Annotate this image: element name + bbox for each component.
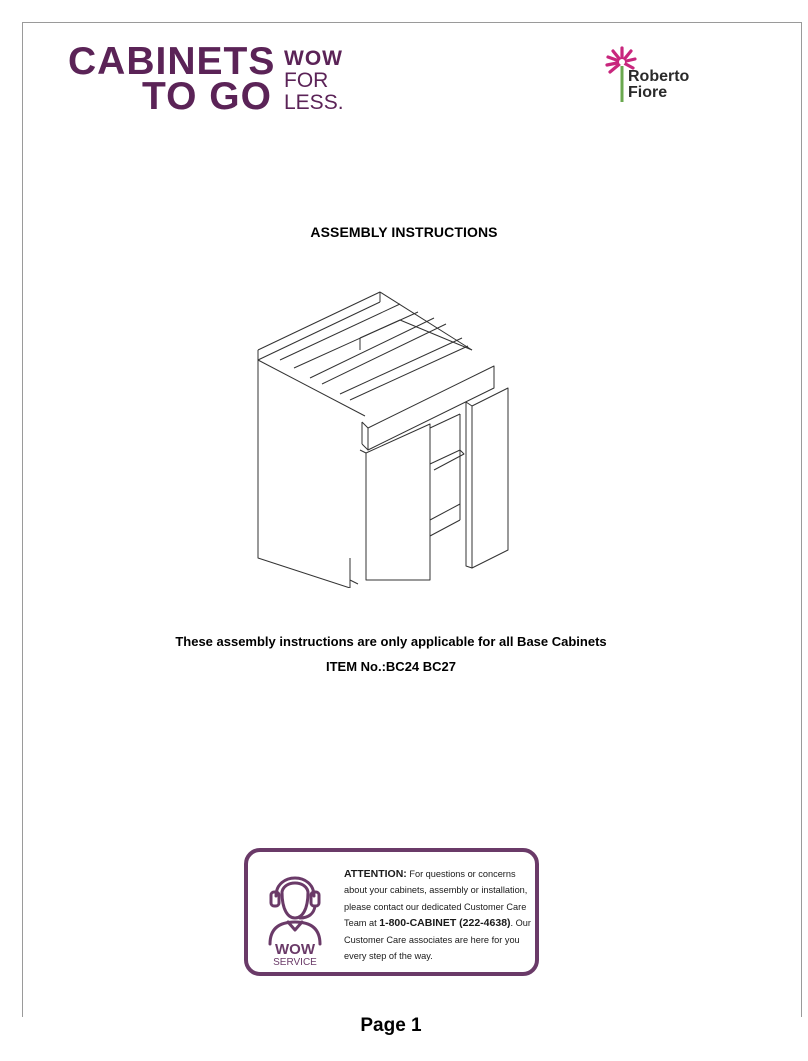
ctg-logo-wordmark: [68, 40, 276, 118]
badge-service-text: SERVICE: [273, 957, 317, 966]
applicability-statement: These assembly instructions are only applicable for all Base Cabinets: [175, 634, 607, 649]
item-number: ITEM No.:BC24 BC27: [325, 659, 457, 674]
document-title: ASSEMBLY INSTRUCTIONS: [310, 224, 498, 240]
roberto-fiore-logo: [598, 44, 718, 114]
page-number: Page 1: [360, 1015, 422, 1036]
base-cabinet-illustration: [250, 288, 510, 588]
attention-text-part2: . Our Customer Care associates are here for you every step of the way.: [344, 918, 531, 962]
ctg-logo-line2: TO GO: [142, 75, 272, 118]
ctg-logo-tagline: [284, 48, 344, 114]
customer-care-phone: 1-800-CABINET (222-4638): [379, 917, 511, 930]
customer-service-icon: [262, 862, 328, 966]
ctg-tagline-wow: WOW: [284, 47, 343, 70]
ctg-tagline-less: LESS.: [284, 91, 344, 114]
roberto-fiore-wordmark: [628, 69, 689, 101]
ctg-logo-line1: CABINETS: [68, 40, 276, 83]
rf-line1: Roberto: [628, 68, 690, 85]
attention-text: [344, 866, 534, 964]
ctg-tagline-for: FOR: [284, 69, 329, 92]
attention-label: ATTENTION:: [344, 868, 407, 880]
attention-box: [244, 848, 539, 976]
rf-line2: Fiore: [628, 84, 668, 101]
attention-text-part1: For questions or concerns about your cabinets, assembly or installation, please contact our dedicated Customer Care Team at: [344, 869, 528, 929]
badge-wow-text: WOW: [275, 941, 315, 958]
cabinets-to-go-logo: [68, 40, 358, 118]
